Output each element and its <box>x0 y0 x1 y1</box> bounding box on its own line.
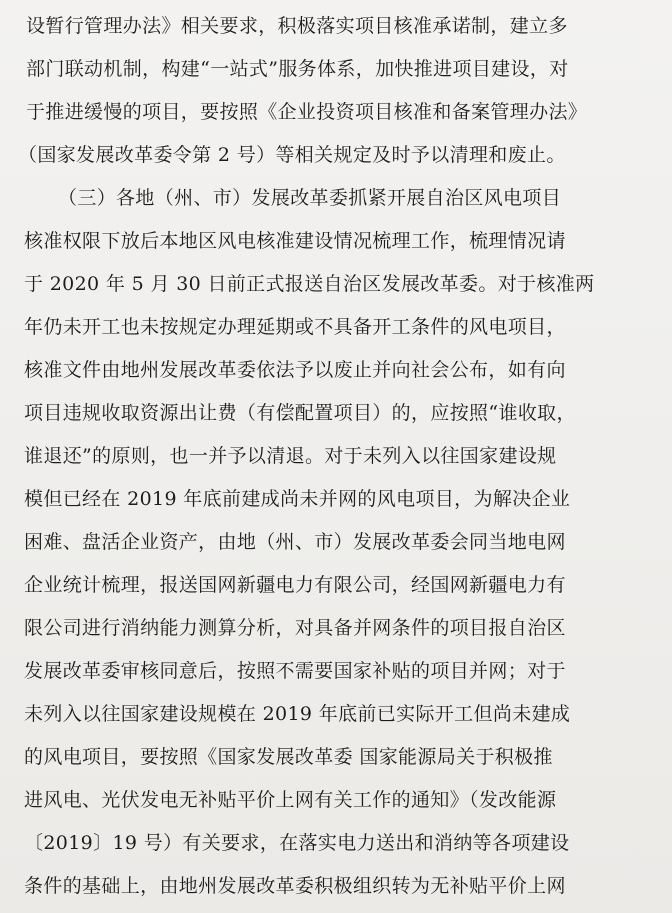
text-line: 未列入以往国家建设规模在 2019 年底前已实际开工但尚未建成 <box>24 703 571 725</box>
text-line: 困难、盘活企业资产，由地（州、市）发展改革委会同当地电网 <box>24 531 566 553</box>
text-line: 谁退还”的原则，也一并予以清退。对于未列入以往国家建设规 <box>24 445 557 467</box>
text-line: 设暂行管理办法》相关要求，积极落实项目核准承诺制，建立多 <box>26 15 568 37</box>
text-line: 核准文件由地州发展改革委依法予以废止并向社会公布，如有向 <box>24 359 566 381</box>
text-line: 限公司进行消纳能力测算分析，对具备并网条件的项目报自治区 <box>24 617 566 639</box>
text-line: 于 2020 年 5 月 30 日前正式报送自治区发展改革委。对于核准两 <box>24 273 595 295</box>
text-line: 项目违规收取资源出让费（有偿配置项目）的，应按照“谁收取， <box>24 402 576 424</box>
text-line: 模但已经在 2019 年底前建成尚未并网的风电项目，为解决企业 <box>24 488 571 510</box>
text-line: 进风电、光伏发电无补贴平价上网有关工作的通知》（发改能源 <box>24 789 557 811</box>
text-line: 于推进缓慢的项目，要按照《企业投资项目核准和备案管理办法》 <box>26 101 588 123</box>
text-line: 企业统计梳理，报送国网新疆电力有限公司，经国网新疆电力有 <box>24 574 566 596</box>
text-line: 核准权限下放后本地区风电核准建设情况梳理工作，梳理情况请 <box>24 230 566 252</box>
text-line: （三）各地（州、市）发展改革委抓紧开展自治区风电项目 <box>58 187 562 209</box>
text-line: 发展改革委审核同意后，按照不需要国家补贴的项目并网；对于 <box>24 660 566 682</box>
text-line: 的风电项目，要按照《国家发展改革委 国家能源局关于积极推 <box>24 746 553 768</box>
text-line: 〔2019〕19 号）有关要求，在落实电力送出和消纳等各项建设 <box>24 832 570 854</box>
text-line: 部门联动机制，构建“一站式”服务体系，加快推进项目建设，对 <box>26 58 569 80</box>
text-line: （国家发展改革委令第 2 号）等相关规定及时予以清理和废止。 <box>18 144 566 166</box>
text-line: 年仍未开工也未按规定办理延期或不具备开工条件的风电项目， <box>24 316 566 338</box>
text-line: 条件的基础上，由地州发展改革委积极组织转为无补贴平价上网 <box>24 875 566 897</box>
